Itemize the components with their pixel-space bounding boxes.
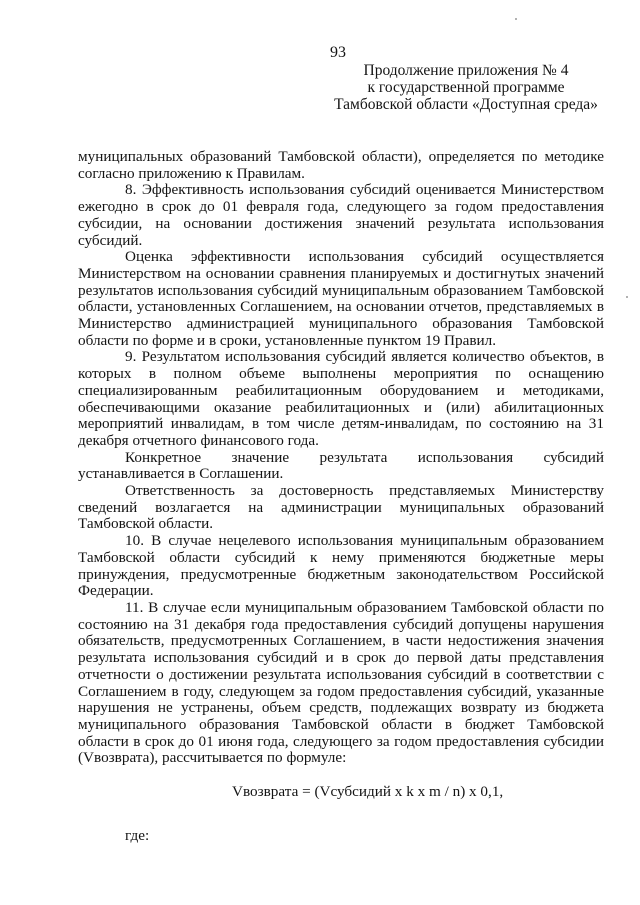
paragraph-evaluation: Оценка эффективности использования субсидий осуществляется Министерством на основании сравнения планируемых и достигнутых значений результатов использования субсидий муниципальным образованием Тамбовской области, установленных Соглашением, на основании отчетов, представляемых в Министерство администрацией муниципального образования Тамбовской области по форме и в сроки, установленные пунктом 19 Правил.	[78, 248, 604, 349]
paragraph-continuation: муниципальных образований Тамбовской области), определяется по методике согласно приложению к Правилам.	[78, 148, 604, 182]
paragraph-11: 11. В случае если муниципальным образованием Тамбовской области по состоянию на 31 декабря года предоставления субсидий допущены нарушения обязательств, предусмотренных Соглашением, в части недостижения значения результата использования субсидий и в срок до первой даты представления отчетности о достижении результата использования субсидий в соответствии с Соглашением в году, следующем за годом предоставления субсидий, указанные нарушения не устранены, объем средств, подлежащих возврату из бюджета муниципального образования Тамбовской области в бюджет Тамбовской области в срок до 01 июня года, следующего за годом предоставления субсидии (Vвозврата), рассчитывается по формуле:	[78, 598, 604, 767]
refund-formula: Vвозврата = (Vсубсидий x k x m / n) x 0,1,	[232, 783, 504, 801]
header-line-program: к государственной программе	[367, 79, 565, 96]
where-label: где:	[125, 827, 150, 845]
header-line-region: Тамбовской области «Доступная среда»	[334, 96, 598, 113]
scan-speck	[515, 18, 517, 20]
header-line-appendix: Продолжение приложения № 4	[363, 62, 569, 79]
appendix-header	[330, 62, 602, 113]
paragraph-responsibility: Ответственность за достоверность представляемых Министерству сведений возлагается на администрации муниципальных образований Тамбовской области.	[78, 482, 604, 533]
paragraph-specific-value: Конкретное значение результата использования субсидий устанавливается в Соглашении.	[78, 448, 604, 483]
page-number: 93	[330, 44, 346, 61]
paragraph-10: 10. В случае нецелевого использования муниципальным образованием Тамбовской области субсидий к нему применяются бюджетные меры принуждения, предусмотренные бюджетным законодательством Российской Федерации.	[78, 532, 604, 600]
scan-speck	[626, 296, 628, 298]
paragraph-9: 9. Результатом использования субсидий является количество объектов, в которых в полном объеме выполнены мероприятия по оснащению специализированным реабилитационным оборудованием и методиками, обеспечивающими оказание реабилитационных и (или) абилитационных мероприятий инвалидам, в том числе детям-инвалидам, по состоянию на 31 декабря отчетного финансового года.	[78, 348, 604, 449]
document-body	[78, 149, 604, 845]
paragraph-8: 8. Эффективность использования субсидий оценивается Министерством ежегодно в срок до 01 февраля года, следующего за годом предоставления субсидии, на основании достижения значений результата использования субсидий.	[78, 181, 604, 249]
